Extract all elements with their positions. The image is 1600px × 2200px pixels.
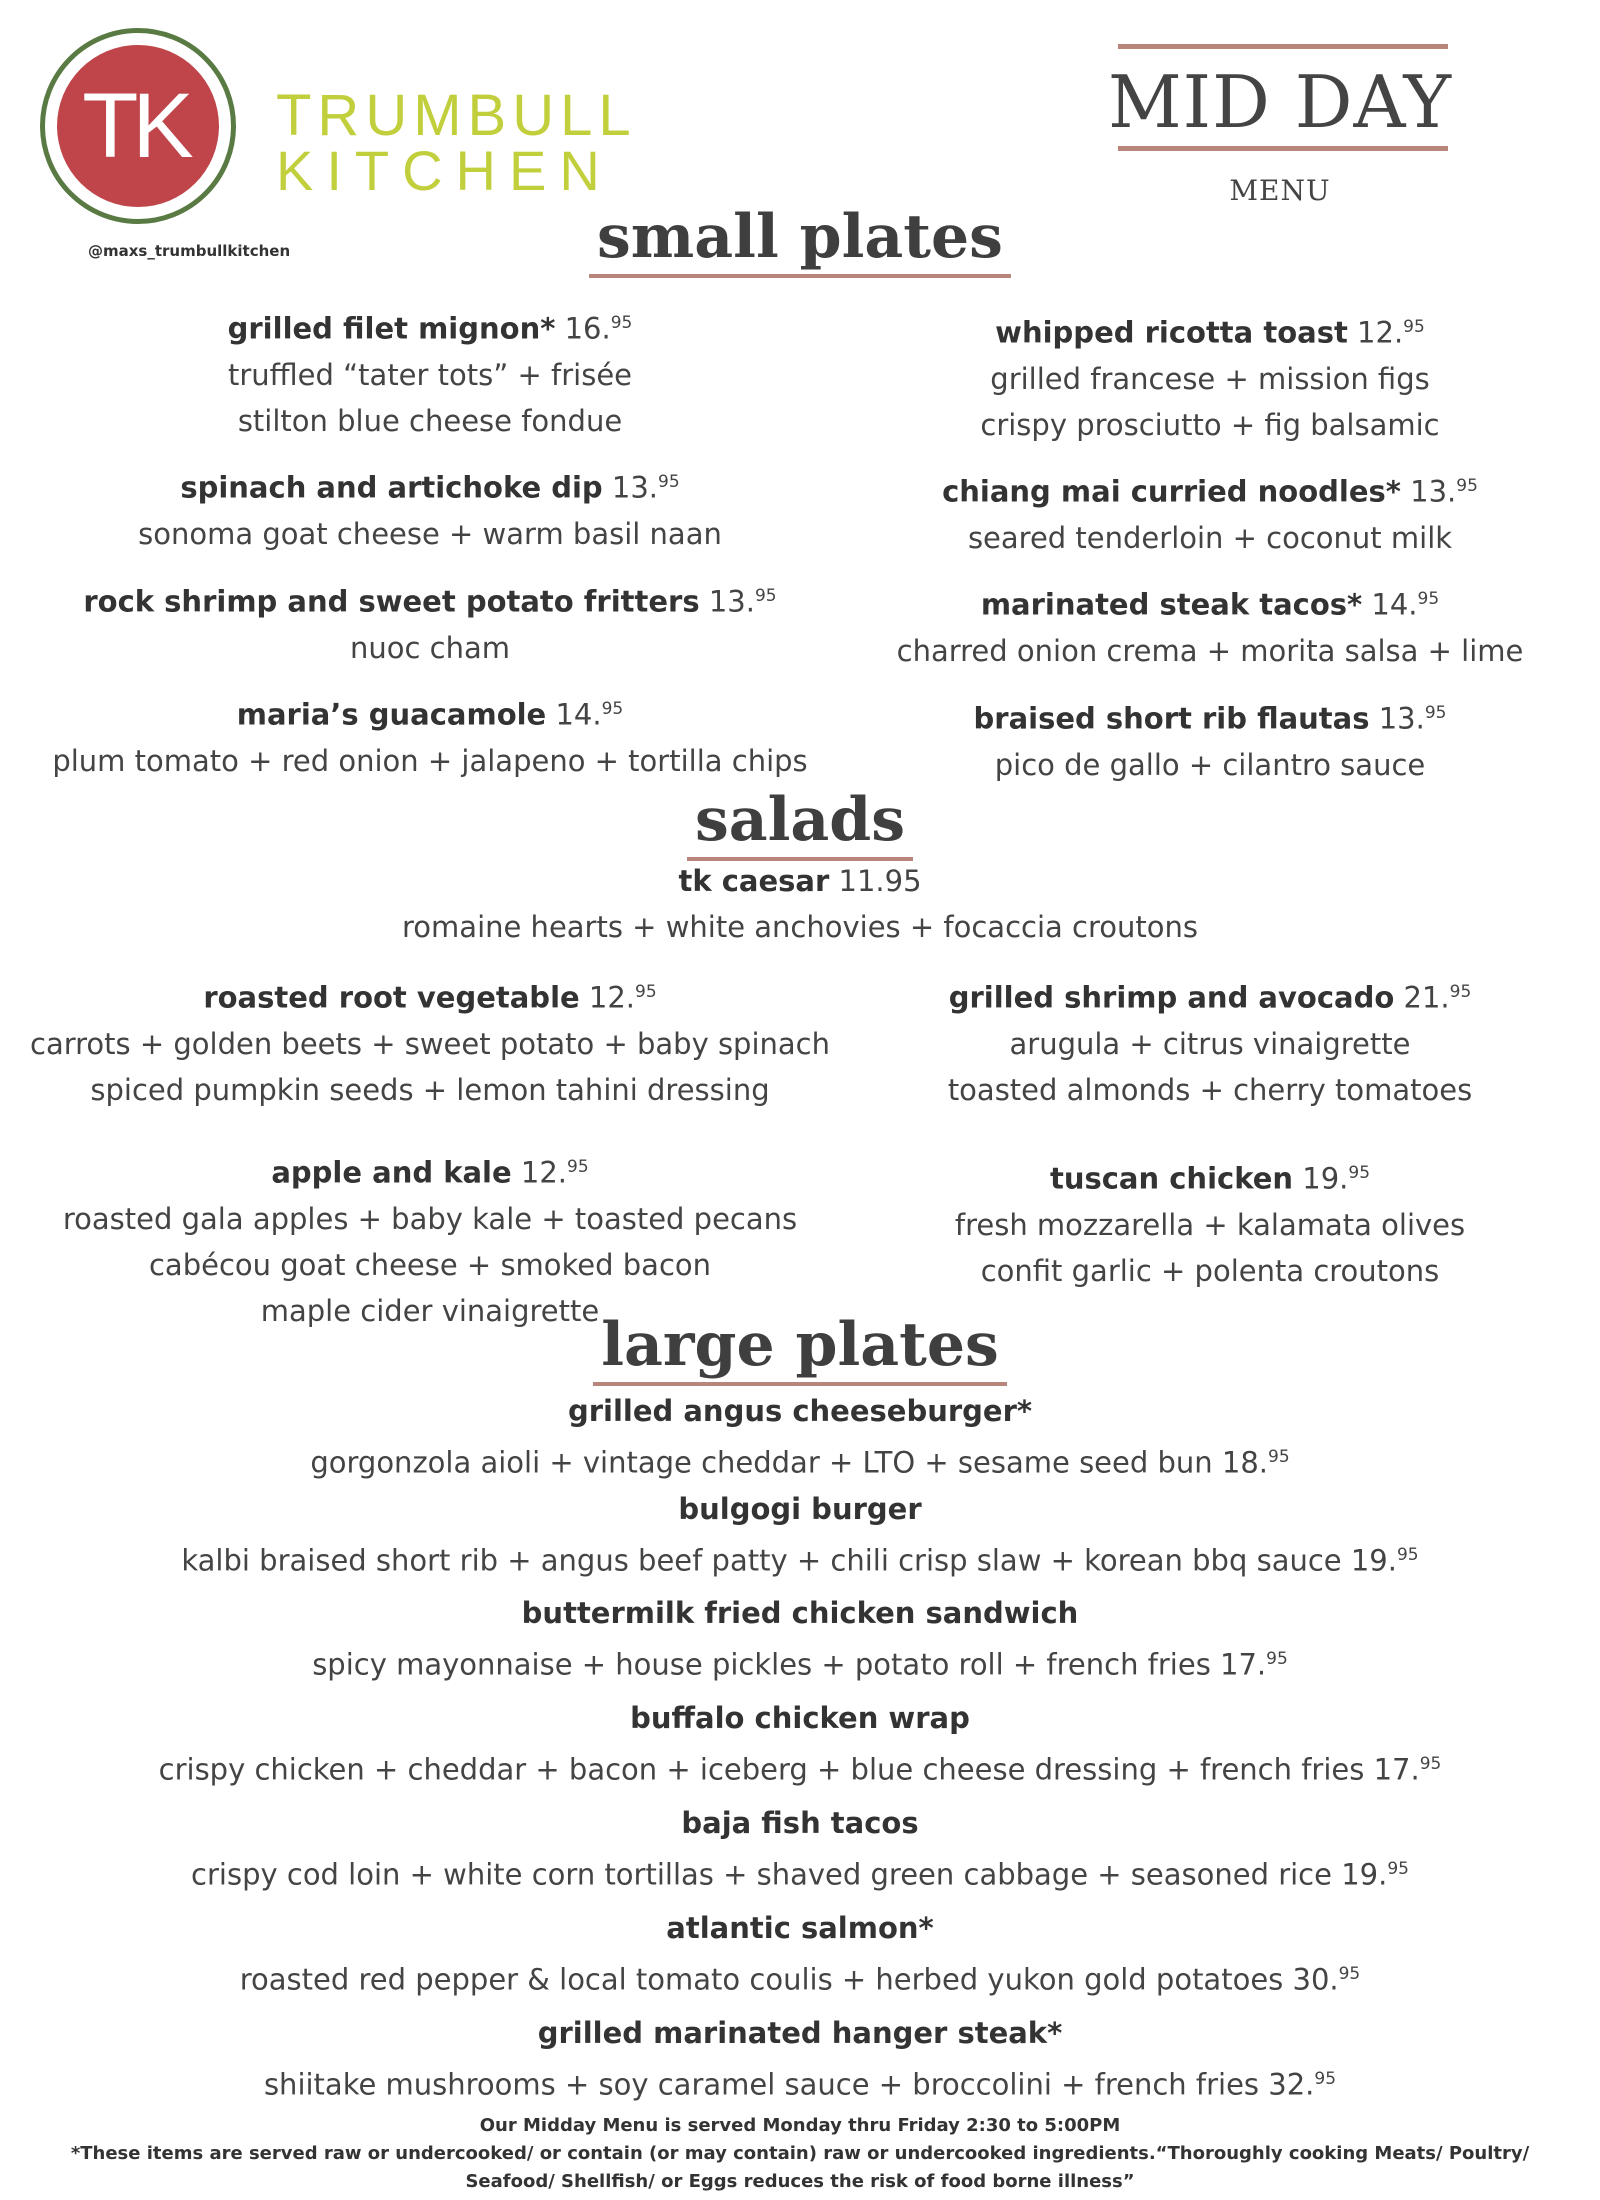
- footer-disclaimer-cont: Seafood/ Shellfish/ or Eggs reduces the risk of food borne illness”: [465, 2171, 1135, 2192]
- logo-text: TK: [82, 75, 188, 177]
- menu-title: MID DAY: [1107, 60, 1453, 144]
- logo: [40, 28, 236, 224]
- menu-subtitle: MENU: [1229, 174, 1331, 207]
- menu-item: whipped ricotta toast 12.95 grilled francese + mission figs crispy prosciutto + fig balsamic: [980, 315, 1440, 442]
- menu-item: tuscan chicken 19.95 fresh mozzarella + kalamata olives confit garlic + polenta croutons: [954, 1161, 1466, 1288]
- menu-item: grilled shrimp and avocado 21.95 arugula + citrus vinaigrette toasted almonds + cherry tomatoes: [947, 980, 1473, 1107]
- menu-item: roasted root vegetable 12.95 carrots + golden beets + sweet potato + baby spinach spiced pumpkin seeds + lemon tahini dressing: [30, 980, 830, 1107]
- menu-item: braised short rib flautas 13.95 pico de gallo + cilantro sauce: [973, 701, 1447, 782]
- section-heading-large-plates: large plates: [0, 1310, 1600, 1380]
- menu-item: rock shrimp and sweet potato fritters 13.95 nuoc cham: [83, 584, 777, 665]
- menu-item: maria’s guacamole 14.95 plum tomato + red onion + jalapeno + tortilla chips: [52, 697, 808, 778]
- menu-item: buttermilk fried chicken sandwich spicy mayonnaise + house pickles + potato roll + french fries 17.95: [312, 1596, 1288, 1682]
- menu-item: grilled filet mignon* 16.95 truffled “tater tots” + frisée stilton blue cheese fondue: [227, 311, 633, 438]
- footer-disclaimer: *These items are served raw or undercooked/ or contain (or may contain) raw or undercooked ingredients.“Thoroughly cooking Meats/ Poultry/: [70, 2143, 1530, 2164]
- section-heading-salads: salads: [0, 785, 1600, 855]
- menu-item: spinach and artichoke dip 13.95 sonoma goat cheese + warm basil naan: [138, 470, 722, 551]
- menu-item: grilled marinated hanger steak* shiitake mushrooms + soy caramel sauce + broccolini + french fries 32.95: [263, 2016, 1337, 2102]
- title-rule-top: [1118, 44, 1448, 49]
- brand-name-line2: KITCHEN: [276, 139, 613, 202]
- social-handle: @maxs_trumbullkitchen: [88, 242, 291, 260]
- title-rule-bottom: [1118, 146, 1448, 151]
- section-heading-small-plates: small plates: [0, 202, 1600, 272]
- menu-item: buffalo chicken wrap crispy chicken + cheddar + bacon + iceberg + blue cheese dressing + french fries 17.95: [158, 1701, 1442, 1787]
- menu-item: bulgogi burger kalbi braised short rib + angus beef patty + chili crisp slaw + korean bbq sauce 19.95: [181, 1492, 1419, 1578]
- menu-item: grilled angus cheeseburger* gorgonzola aioli + vintage cheddar + LTO + sesame seed bun 18.95: [310, 1394, 1290, 1480]
- logo-badge: [57, 45, 219, 207]
- menu-item: atlantic salmon* roasted red pepper & local tomato coulis + herbed yukon gold potatoes 30.95: [239, 1911, 1361, 1997]
- brand-name-line1: TRUMBULL: [276, 83, 637, 148]
- menu-item: apple and kale 12.95 roasted gala apples + baby kale + toasted pecans cabécou goat cheese + smoked bacon maple cider vinaigrette: [62, 1155, 798, 1328]
- footer-hours: Our Midday Menu is served Monday thru Friday 2:30 to 5:00PM: [479, 2115, 1121, 2136]
- menu-item: tk caesar 11.95 romaine hearts + white anchovies + focaccia croutons: [402, 864, 1198, 944]
- menu-item: marinated steak tacos* 14.95 charred onion crema + morita salsa + lime: [896, 587, 1524, 668]
- menu-item: chiang mai curried noodles* 13.95 seared tenderloin + coconut milk: [942, 474, 1478, 555]
- menu-item: baja fish tacos crispy cod loin + white corn tortillas + shaved green cabbage + seasoned rice 19.95: [191, 1806, 1409, 1892]
